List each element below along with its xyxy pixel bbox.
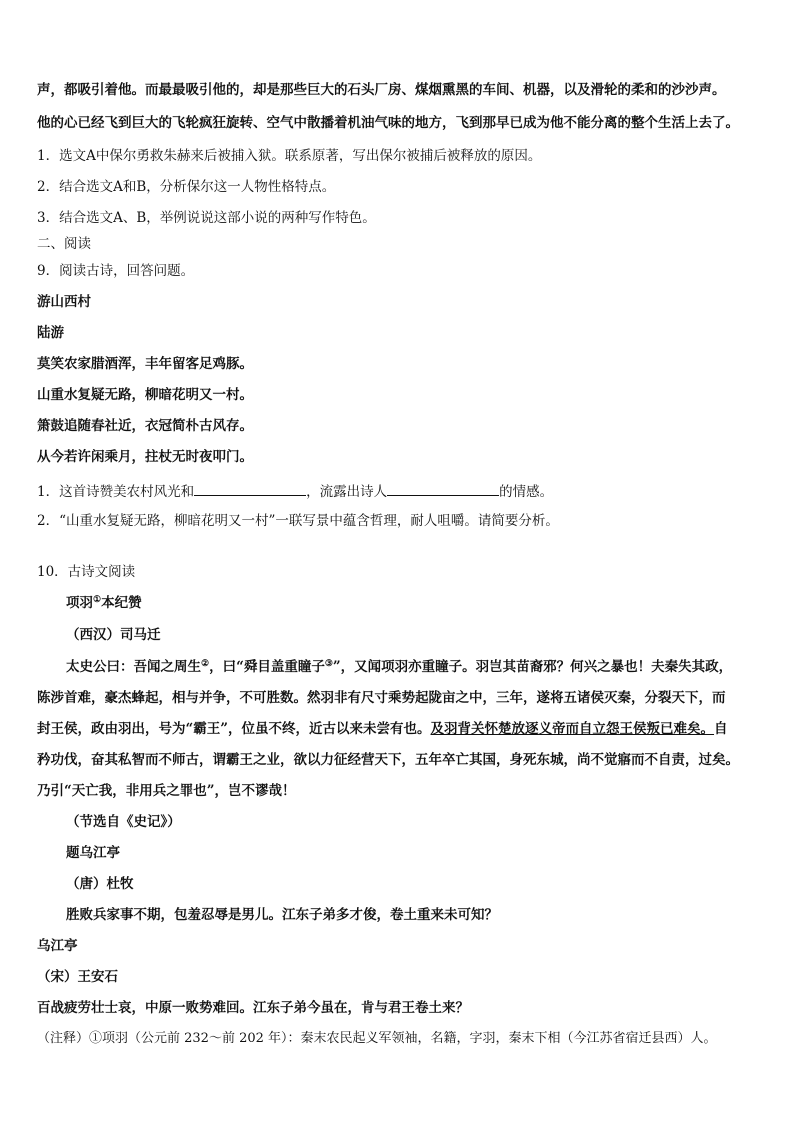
poem3-author: （宋）王安石	[37, 969, 118, 985]
answer-blank-2[interactable]	[387, 481, 499, 496]
footnote-mark-1: ①	[93, 595, 102, 605]
q9-sub1-part-c: 的情感。	[499, 484, 554, 500]
para-line-2: 陈涉首难，豪杰蜂起，相与并争，不可胜数。然羽非有尺寸乘势起陇亩之中，三年，遂将五诸侯灭秦，分裂天下，而	[37, 690, 726, 706]
q8-sub1: 1．选文A中保尔勇救朱赫来后被捕入狱。联系原著，写出保尔被捕后被释放的原因。	[37, 148, 542, 164]
answer-blank-1[interactable]	[194, 481, 306, 496]
poem-line-2: 山重水复疑无路，柳暗花明又一村。	[37, 387, 253, 403]
para-line-4: 矜功伐，奋其私智而不师古，谓霸王之业，欲以力征经营天下，五年卒亡其国，身死东城，尚不觉寤而不自责，过矣。	[37, 752, 739, 768]
q10-title-b: 本纪赞	[101, 595, 142, 611]
para-3-b: 自	[714, 721, 728, 737]
q10-title	[66, 594, 142, 612]
footnote-mark-2: ②	[201, 659, 210, 669]
poem-line-3: 箫鼓追随春社近，衣冠简朴古风存。	[37, 418, 253, 434]
para-line-1	[66, 658, 732, 676]
para-1-b: ，曰“舜目盖重瞳子	[209, 659, 325, 675]
para-line-3	[37, 720, 728, 738]
q9-sub2: 2．“山重水复疑无路，柳暗花明又一村”一联写景中蕴含哲理，耐人咀嚼。请简要分析。	[37, 513, 559, 529]
para-line-5: 乃引“天亡我，非用兵之罪也”，岂不谬哉！	[37, 783, 296, 799]
annotation-note: （注释）①项羽（公元前 232～前 202 年）：秦末农民起义军领袖，名籍，字羽，秦末下相（今江苏省宿迁县西）人。	[37, 1031, 717, 1046]
poem2-title: 题乌江亭	[66, 845, 120, 861]
poem2-text: 胜败兵家事不期，包羞忍辱是男儿。江东子弟多才俊，卷土重来未可知？	[66, 907, 498, 923]
q9-sub1	[37, 481, 553, 501]
q10-author: （西汉）司马迁	[66, 627, 161, 643]
q10-prompt: 10．古诗文阅读	[37, 564, 136, 580]
poem-line-1: 莫笑农家腊酒浑，丰年留客足鸡豚。	[37, 356, 253, 372]
poem-author: 陆游	[37, 325, 64, 341]
passage-line-2: 他的心已经飞到巨大的飞轮疯狂旋转、空气中散播着机油气味的地方，飞到那早已成为他不能分离的整个生活上去了。	[37, 115, 739, 131]
q9-sub1-part-a: 1．这首诗赞美农村风光和	[37, 484, 195, 500]
para-1-a: 太史公曰：吾闻之周生	[66, 659, 201, 675]
underlined-sentence: 及羽背关怀楚放逐义帝而自立怨王侯叛已难矣。	[430, 721, 715, 737]
q9-prompt: 9．阅读古诗，回答问题。	[37, 263, 195, 279]
poem-line-4: 从今若许闲乘月，拄杖无时夜叩门。	[37, 449, 253, 465]
q10-title-a: 项羽	[66, 595, 93, 611]
poem2-author: （唐）杜牧	[66, 876, 134, 892]
passage-line-1: 声，都吸引着他。而最最吸引他的，却是那些巨大的石头厂房、煤烟熏黑的车间、机器，以及滑轮的柔和的沙沙声。	[37, 82, 726, 98]
section-heading: 二、阅读	[37, 236, 91, 252]
q8-sub3: 3．结合选文A、B，举例说说这部小说的两种写作特色。	[37, 210, 376, 226]
poem3-title: 乌江亭	[37, 938, 78, 954]
source-note: （节选自《史记》）	[66, 814, 181, 830]
q9-sub1-part-b: ，流露出诗人	[306, 484, 388, 500]
poem-title: 游山西村	[37, 294, 91, 310]
para-1-c: ”，又闻项羽亦重瞳子。羽岂其苗裔邪？何兴之暴也！夫秦失其政，	[332, 659, 733, 675]
poem3-text: 百战疲劳壮士哀，中原一败势难回。江东子弟今虽在，肯与君王卷土来？	[37, 1000, 469, 1016]
footnote-mark-3: ③	[324, 659, 333, 669]
q8-sub2: 2．结合选文A和B，分析保尔这一人物性格特点。	[37, 179, 336, 195]
para-3-a: 封王侯，政由羽出，号为“霸王”，位虽不终，近古以来未尝有也。	[37, 721, 431, 737]
